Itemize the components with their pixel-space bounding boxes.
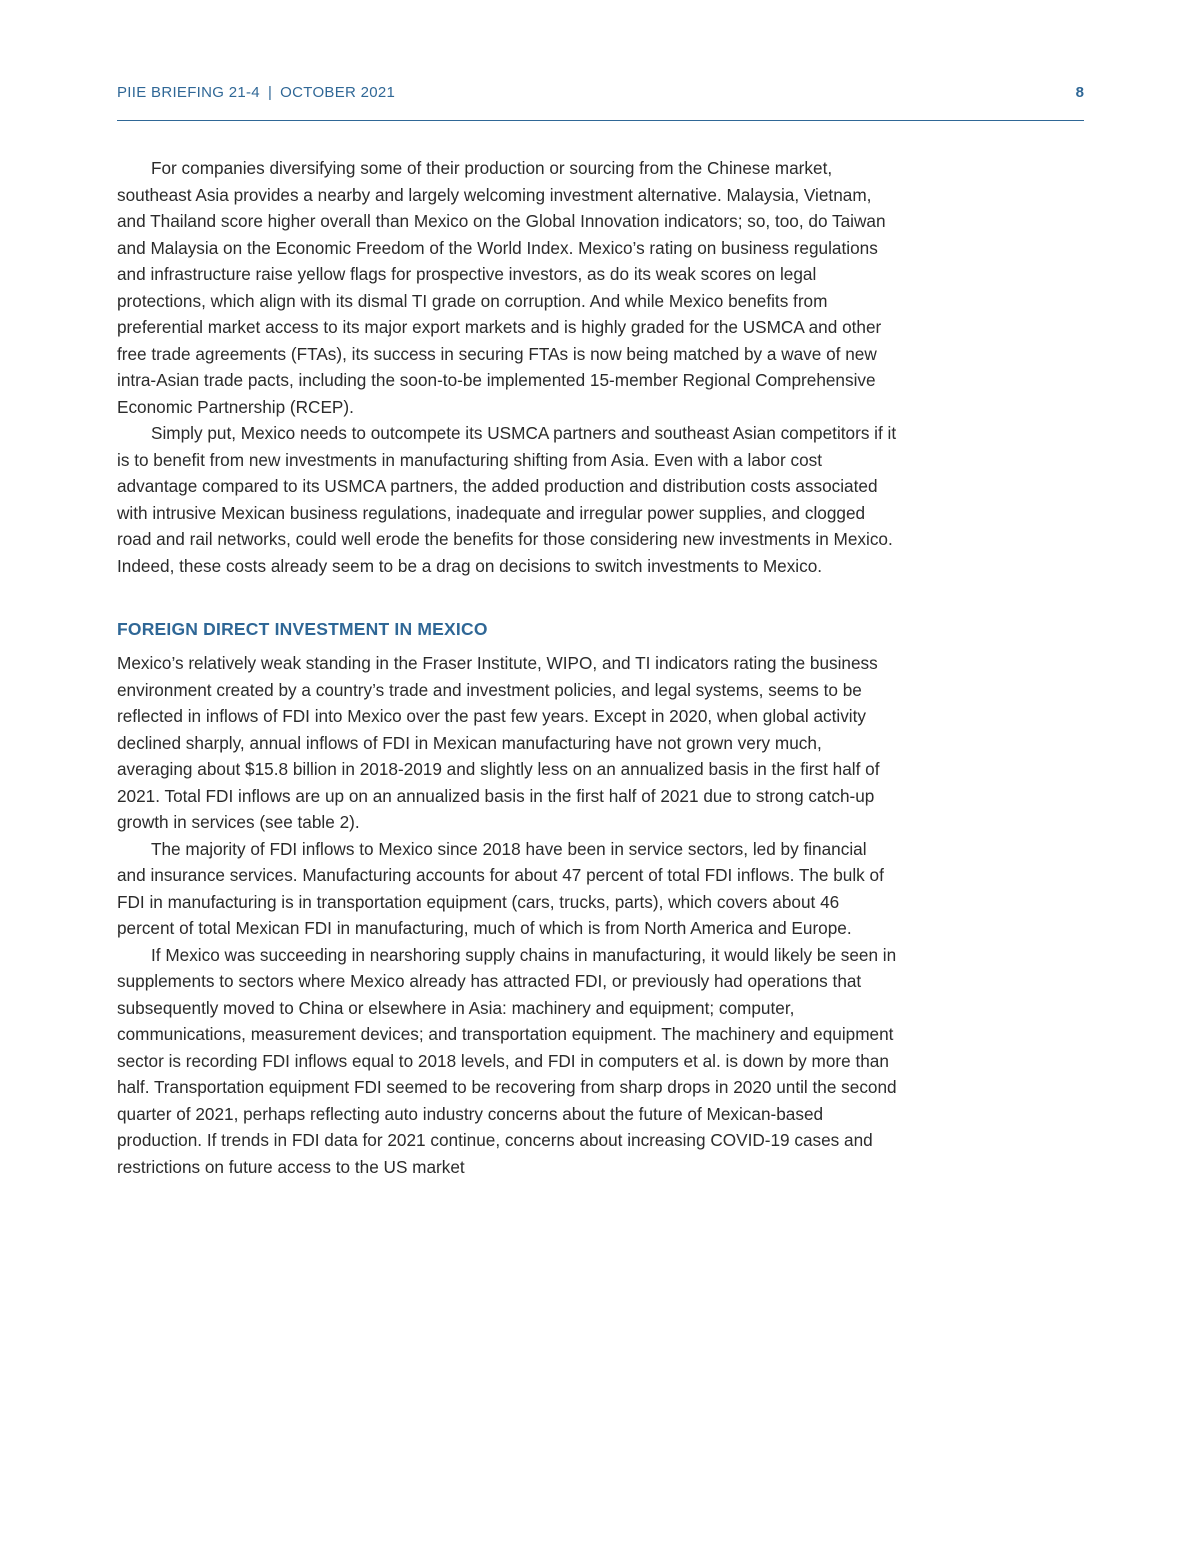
running-header — [117, 84, 1084, 121]
body-text — [117, 155, 897, 1180]
paragraph: Mexico’s relatively weak standing in the Fraser Institute, WIPO, and TI indicators rating the business environment created by a country’s trade and investment policies, and legal systems, seems to be reflected in inflows of FDI into Mexico over the past few years. Except in 2020, when global activity declined sharply, annual inflows of FDI in Mexican manufacturing have not grown very much, averaging about $15.8 billion in 2018-2019 and slightly less on an annualized basis in the first half of 2021. Total FDI inflows are up on an annualized basis in the first half of 2021 due to strong catch-up growth in services (see table 2). — [117, 653, 880, 832]
paragraph: For companies diversifying some of their production or sourcing from the Chinese market, southeast Asia provides a nearby and largely welcoming investment alternative. Malaysia, Vietnam, and Thailand score higher overall than Mexico on the Global Innovation indicators; so, too, do Taiwan and Malaysia on the Economic Freedom of the World Index. Mexico’s rating on business regulations and infrastructure raise yellow flags for prospective investors, as do its weak scores on legal protections, which align with its dismal TI grade on corruption. And while Mexico benefits from preferential market access to its major export markets and is highly graded for the USMCA and other free trade agreements (FTAs), its success in securing FTAs is now being matched by a wave of new intra-Asian trade pacts, including the soon-to-be implemented 15-member Regional Comprehensive Economic Partnership (RCEP). — [117, 158, 886, 417]
publication-title: PIIE BRIEFING 21-4 — [117, 84, 260, 101]
paragraph: If Mexico was succeeding in nearshoring supply chains in manufacturing, it would likely be seen in supplements to sectors where Mexico already has attracted FDI, or previously had operations that subsequently moved to China or elsewhere in Asia: machinery and equipment; computer, communications, measurement devices; and transportation equipment. The machinery and equipment sector is recording FDI inflows equal to 2018 levels, and FDI in computers et al. is down by more than half. Transportation equipment FDI seemed to be recovering from sharp drops in 2020 until the second quarter of 2021, perhaps reflecting auto industry concerns about the future of Mexican-based production. If trends in FDI data for 2021 continue, concerns about increasing COVID-19 cases and restrictions on future access to the US market — [117, 944, 897, 1177]
paragraph: The majority of FDI inflows to Mexico since 2018 have been in service sectors, led by financial and insurance services. Manufacturing accounts for about 47 percent of total FDI inflows. The bulk of FDI in manufacturing is in transportation equipment (cars, trucks, parts), which covers about 46 percent of total Mexican FDI in manufacturing, much of which is from North America and Europe. — [117, 838, 884, 938]
paragraph: Simply put, Mexico needs to outcompete its USMCA partners and southeast Asian competitors if it is to benefit from new investments in manufacturing shifting from Asia. Even with a labor cost advantage compared to its USMCA partners, the added production and distribution costs associated with intrusive Mexican business regulations, inadequate and irregular power supplies, and clogged road and rail networks, could well erode the benefits for those considering new investments in Mexico. Indeed, these costs already seem to be a drag on decisions to switch investments to Mexico. — [117, 423, 897, 576]
header-label — [117, 84, 395, 101]
page-number: 8 — [1075, 84, 1084, 101]
publication-date: OCTOBER 2021 — [280, 84, 396, 101]
header-separator: | — [267, 84, 273, 101]
section-heading: FOREIGN DIRECT INVESTMENT IN MEXICO — [117, 619, 488, 639]
